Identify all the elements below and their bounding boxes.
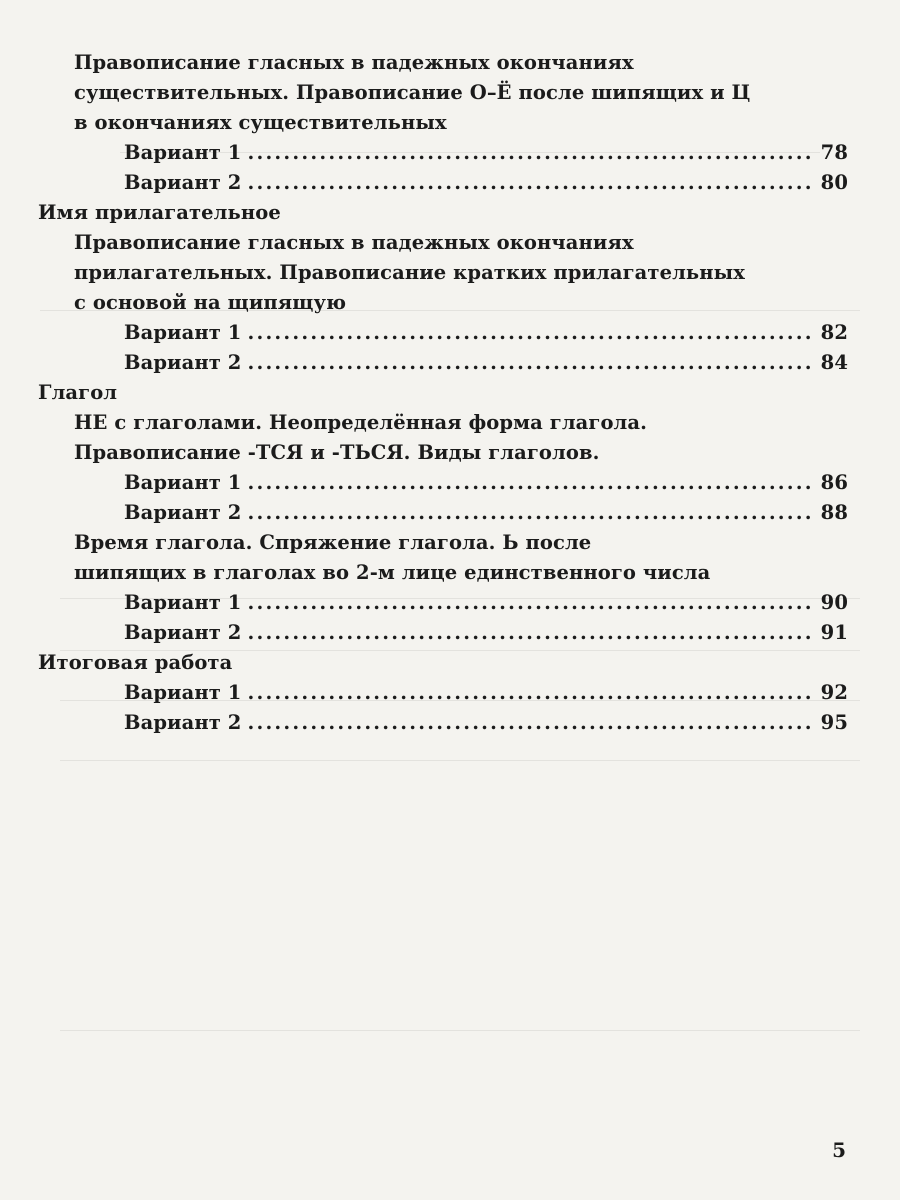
entry-page-number: 88: [820, 501, 848, 524]
topic-line: в окончаниях существительных: [74, 111, 447, 134]
entry-label: Вариант 1: [124, 321, 242, 344]
entry-label: Вариант 2: [124, 501, 242, 524]
entry-page-number: 84: [820, 351, 848, 374]
dot-leader: [247, 618, 810, 648]
entry-label: Вариант 2: [124, 621, 242, 644]
entry-page-number: 78: [820, 141, 848, 164]
bleed-through-line: [60, 760, 860, 761]
toc-section-verb: Глагол: [38, 381, 118, 404]
topic-line: шипящих в глаголах во 2-м лице единственного числа: [74, 561, 711, 584]
toc-topic-noun-endings: [38, 48, 848, 138]
toc-entry[interactable]: [38, 708, 848, 738]
topic-line: Правописание гласных в падежных окончаниях: [74, 231, 634, 254]
toc-entry[interactable]: [38, 138, 848, 168]
entry-label: Вариант 1: [124, 471, 242, 494]
toc-section-final-work: Итоговая работа: [38, 651, 233, 674]
toc-entry[interactable]: [38, 678, 848, 708]
toc-topic-verb-tense: [38, 528, 848, 588]
dot-leader: [247, 588, 810, 618]
topic-line: Правописание -ТСЯ и -ТЬСЯ. Виды глаголов.: [74, 441, 600, 464]
table-of-contents: [38, 48, 848, 738]
dot-leader: [247, 138, 810, 168]
dot-leader: [247, 168, 810, 198]
toc-entry[interactable]: [38, 348, 848, 378]
entry-label: Вариант 2: [124, 711, 242, 734]
topic-line: НЕ с глаголами. Неопределённая форма глагола.: [74, 411, 648, 434]
entry-page-number: 80: [820, 171, 848, 194]
dot-leader: [247, 498, 810, 528]
dot-leader: [247, 348, 810, 378]
dot-leader: [247, 318, 810, 348]
entry-page-number: 92: [820, 681, 848, 704]
entry-page-number: 90: [820, 591, 848, 614]
dot-leader: [247, 468, 810, 498]
entry-label: Вариант 2: [124, 351, 242, 374]
entry-page-number: 86: [820, 471, 848, 494]
bleed-through-line: [60, 1030, 860, 1031]
toc-entry[interactable]: [38, 498, 848, 528]
entry-label: Вариант 1: [124, 681, 242, 704]
topic-line: существительных. Правописание О–Ё после шипящих и Ц: [74, 81, 751, 104]
entry-label: Вариант 1: [124, 591, 242, 614]
entry-label: Вариант 2: [124, 171, 242, 194]
toc-section-adjectives: Имя прилагательное: [38, 201, 281, 224]
topic-line: Правописание гласных в падежных окончаниях: [74, 51, 634, 74]
topic-line: Время глагола. Спряжение глагола. Ь после: [74, 531, 592, 554]
toc-entry[interactable]: [38, 618, 848, 648]
toc-entry[interactable]: [38, 318, 848, 348]
toc-entry[interactable]: [38, 588, 848, 618]
entry-page-number: 95: [820, 711, 848, 734]
entry-page-number: 91: [820, 621, 848, 644]
toc-entry[interactable]: [38, 168, 848, 198]
dot-leader: [247, 678, 810, 708]
toc-topic-adjective-endings: [38, 228, 848, 318]
topic-line: с основой на щипящую: [74, 291, 347, 314]
dot-leader: [247, 708, 810, 738]
toc-entry[interactable]: [38, 468, 848, 498]
page-number: 5: [832, 1138, 846, 1162]
entry-label: Вариант 1: [124, 141, 242, 164]
toc-topic-verb-forms: [38, 408, 848, 468]
entry-page-number: 82: [820, 321, 848, 344]
topic-line: прилагательных. Правописание кратких прилагательных: [74, 261, 746, 284]
